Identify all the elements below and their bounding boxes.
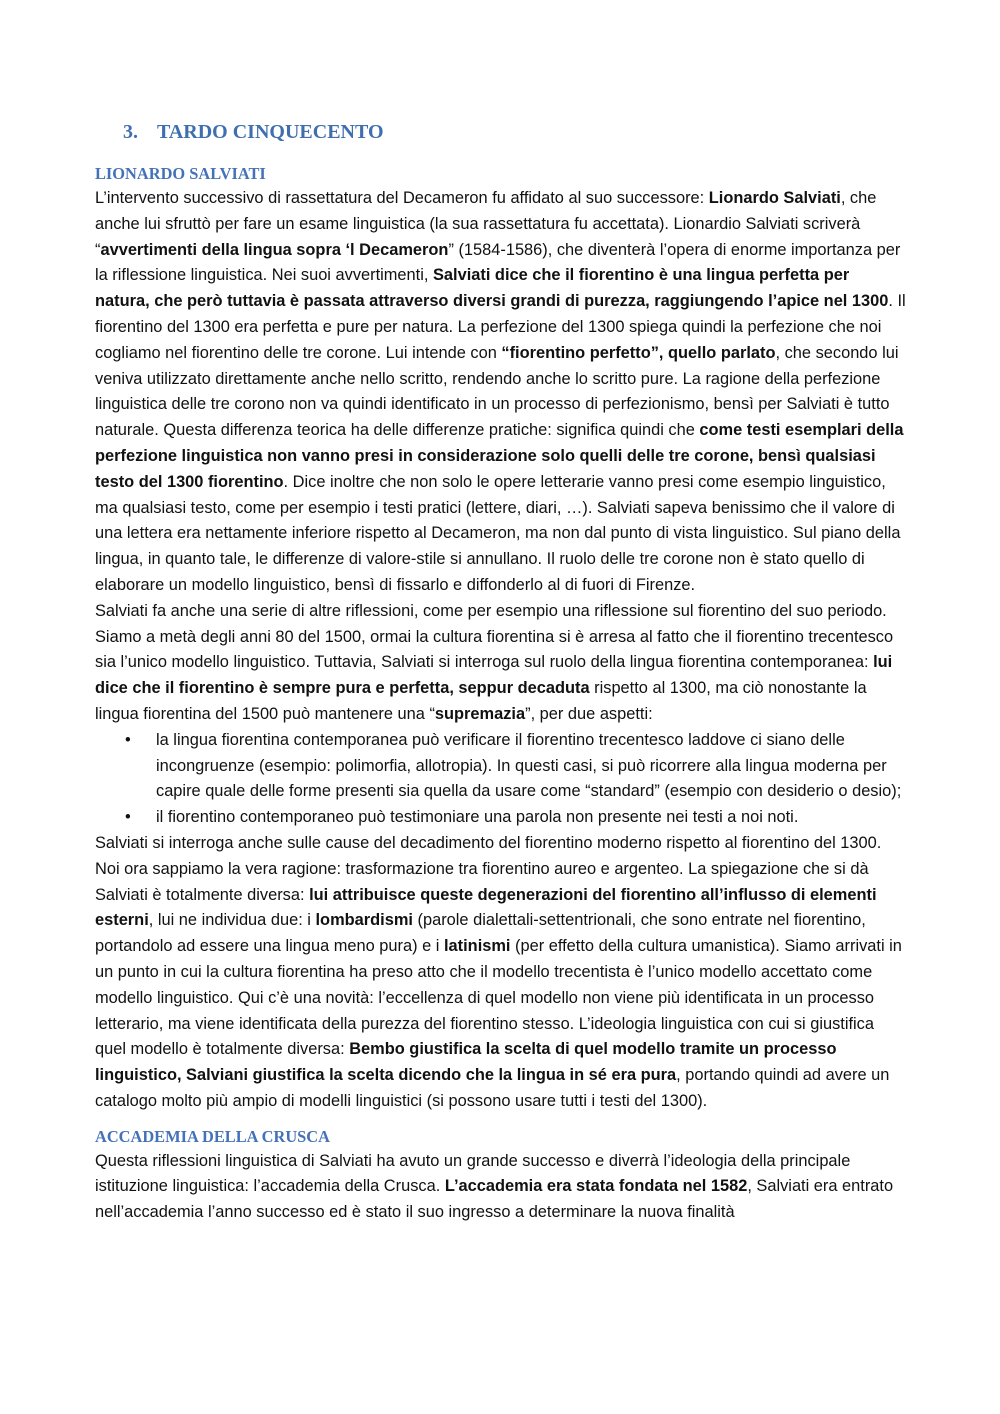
section-number: 3. <box>123 121 138 143</box>
paragraph <box>95 186 907 599</box>
text-run: (per effetto della cultura umanistica). Siamo arrivati in un punto in cui la cultura fiorentina ha preso atto che il modello trecentista è l’unico modello accettato come modello linguistico. Qui c’è una novità: l’eccellenza di quel modello non viene più identificata in un processo letterario, ma viene identificata della purezza del fiorentino stesso. L’ideologia linguistica con cui si giustifica quel modello è totalmente diversa: <box>95 937 902 1059</box>
bold-text-run: lui attribuisce queste degenerazioni del fiorentino all’influsso di elementi esterni <box>95 885 877 930</box>
bullet-icon: • <box>125 730 131 749</box>
text-run: Salviati si interroga anche sulle cause del decadimento del fiorentino moderno rispetto al fiorentino del 1300. Noi ora sappiamo la vera ragione: trasformazione tra fiorentino aureo e argenteo. La spiegazione che si dà Salviati è totalmente diversa: <box>95 833 882 904</box>
text-run: , portando quindi ad avere un catalogo molto più ampio di modelli linguistici (si possono usare tutti i testi del 1300). <box>95 1066 890 1110</box>
bold-text-run: “fiorentino perfetto”, quello parlato <box>501 343 776 362</box>
bold-text-run: Salviati dice che il fiorentino è una lingua perfetta per natura, che però tuttavia è passata attraverso diversi grandi di purezza, raggiungendo l’apice nel 1300 <box>95 266 889 311</box>
bold-text-run: Lionardo Salviati <box>708 189 841 207</box>
bold-text-run: lui dice che il fiorentino è sempre pura e perfetta, seppur decaduta <box>95 653 893 698</box>
text-run: L’intervento successivo di rassettatura del Decameron fu affidato al suo successore: <box>95 189 709 207</box>
text-run: , che anche lui sfruttò per fare un esame linguistica (la sua rassettatura fu accettata). Lionardio Salviati scriverà “ <box>95 189 877 259</box>
section-title: TARDO CINQUECENTO <box>157 121 384 143</box>
document-page <box>95 118 907 1226</box>
text-run: , Salviati era entrato nell’accademia l’anno successo ed è stato il suo ingresso a determinare la nuova finalità <box>95 1177 894 1222</box>
text-run: . Il fiorentino del 1300 era perfetta e pure per natura. La perfezione del 1300 spiega quindi la perfezione che noi cogliamo nel fiorentino delle tre corone. Lui intende con <box>95 292 906 362</box>
bold-text-run: L’accademia era stata fondata nel 1582 <box>444 1177 748 1196</box>
text-run: , che secondo lui veniva utilizzato direttamente anche nello scritto, rendendo anche lo scritto pure. La ragione della perfezione linguistica delle tre corono non va quindi identificato in un processo di perfezionismo, bensì per Salviati è tutto naturale. Questa differenza teorica ha delle differenze pratiche: significa quindi che <box>95 343 899 440</box>
bullet-list <box>95 728 907 831</box>
list-item <box>95 728 907 805</box>
paragraph <box>95 1149 907 1226</box>
list-item-text: la lingua fiorentina contemporanea può verificare il fiorentino trecentesco laddove ci siano delle incongruenze (esempio: polimorfia, allotropia). In questi casi, si può ricorrere alla lingua moderna per capire quale delle forme presenti sia quella da usare come “standard” (esempio con desiderio o desio); <box>156 730 902 801</box>
text-run: (parole dialettali-settentrionali, che sono entrate nel fiorentino, portandolo ad essere una lingua meno pura) e i <box>95 911 866 956</box>
paragraph <box>95 599 907 728</box>
bold-text-run: supremazia <box>434 704 526 723</box>
bullet-icon: • <box>125 808 131 827</box>
text-run: Questa riflessioni linguistica di Salviati ha avuto un grande successo e diverrà l’ideologia della principale istituzione linguistica: l’accademia della Crusca. <box>95 1151 851 1196</box>
bold-text-run: Bembo giustifica la scelta di quel modello tramite un processo linguistico, Salviani giustifica la scelta dicendo che la lingua in sé era pura <box>95 1040 837 1085</box>
bold-text-run: come testi esemplari della perfezione linguistica non vanno presi in considerazione solo quelli delle tre corone, bensì qualsiasi testo del 1300 fiorentino <box>95 421 904 491</box>
text-run: ”, per due aspetti: <box>525 704 653 723</box>
paragraph <box>95 831 907 1115</box>
bold-text-run: latinismi <box>444 937 511 956</box>
text-run: , lui ne individua due: i <box>148 911 316 930</box>
text-run: . Dice inoltre che non solo le opere letterarie vanno presi come esempio linguistico, ma qualsiasi testo, come per esempio i testi pratici (lettere, diari, …). Salviati sapeva benissimo che il valore di una lettera era nettamente inferiore rispetto al Decameron, ma non dal punto di vista linguistico. Sul piano della lingua, in quanto tale, le differenze di valore-stile si annullano. Il ruolo delle tre corone non è stato quello di elaborare un modello linguistico, bensì di fissarlo e diffonderlo al di fuori di Firenze. <box>95 472 901 594</box>
bold-text-run: avvertimenti della lingua sopra ‘l Decameron <box>100 240 449 259</box>
subheading-accademia-della-crusca: ACCADEMIA DELLA CRUSCA <box>95 1126 330 1146</box>
text-run: ” (1584-1586), che diventerà l’opera di enorme importanza per la riflessione linguistica. Nei suoi avvertimenti, <box>95 240 901 285</box>
bold-text-run: lombardismi <box>315 911 413 930</box>
list-item <box>95 805 907 831</box>
text-run: Salviati fa anche una serie di altre riflessioni, come per esempio una riflessione sul fiorentino del suo periodo. Siamo a metà degli anni 80 del 1500, ormai la cultura fiorentina si è arresa al fatto che il fiorentino trecentesco sia l’unico modello linguistico. Tuttavia, Salviati si interroga sul ruolo della lingua fiorentina contemporanea: <box>95 601 894 672</box>
list-item-text: il fiorentino contemporaneo può testimoniare una parola non presente nei testi a noi noti. <box>156 808 799 827</box>
text-run: rispetto al 1300, ma ciò nonostante la lingua fiorentina del 1500 può mantenere una “ <box>95 679 867 723</box>
subheading-lionardo-salviati: LIONARDO SALVIATI <box>95 164 266 183</box>
section-heading <box>123 118 907 146</box>
